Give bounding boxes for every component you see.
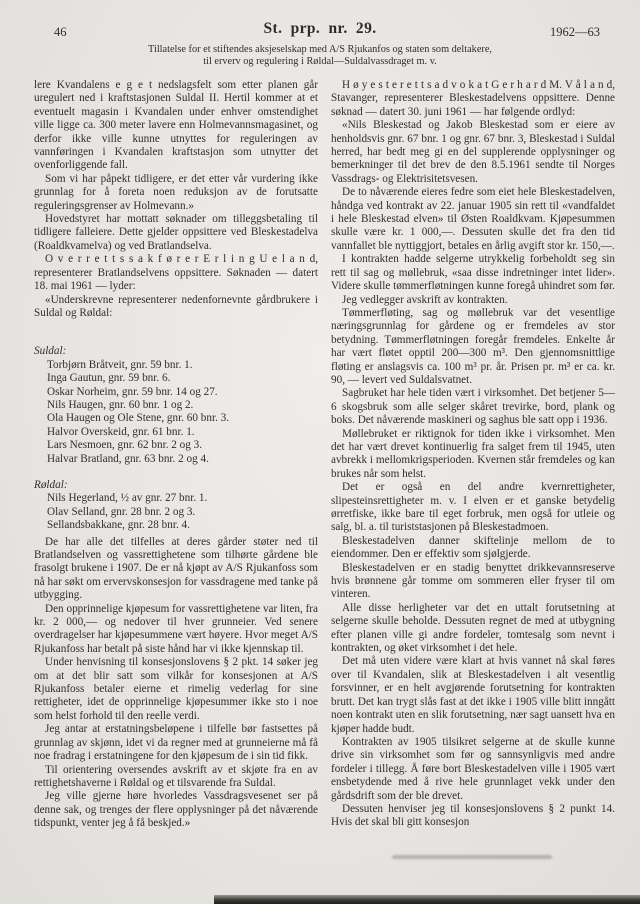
paragraph: Bleskestadelven er en stadig benyttet drikkevannsreserve hvis brønnene går tomme om sommeren eller fryser til om vinteren. xyxy=(331,561,615,601)
subtitle-line-1: Tillatelse for et stiftendes aksjeselskap med A/S Rjukanfos og staten som deltakere, xyxy=(148,44,492,55)
owners-list-roldal xyxy=(34,492,318,532)
paragraph: Sagbruket har hele tiden vært i virksomhet. Det betjener 5—6 skogsbruk som alle selger skåret trevirke, bord, plank og boks. Det nåværende maskineri og saghus ble satt opp i 1936. xyxy=(331,387,615,427)
list-item: Olav Selland, gnr. 28 bnr. 2 og 3. xyxy=(47,505,196,518)
paragraph: Tømmerfløting, sag og møllebruk var det vesentlige næringsgrunnlag for gårdene og er fremdeles av stor betydning. Tømmerfløtningen foregår fremdeles. Enkelte år har vært fløtet opptil 200—300 m³. Den gjennomsnittlige fløting er anslagsvis ca. 100 m³ pr. år. Prisen pr. m³ er ca. kr. 90, — levert ved Suldalsvatnet. xyxy=(331,306,615,386)
paragraph: Hovedstyret har mottatt søknader om tilleggsbetaling til tidligere falleiere. Dette gjelder oppsittere ved Bleskestadelva (Roaldkvamelva) og ved Bratlandselva. xyxy=(34,213,318,252)
left-column xyxy=(34,79,318,831)
list-item: Halvar Bratland, gnr. 63 bnr. 2 og 4. xyxy=(47,452,209,465)
paragraph: De to nåværende eieres fedre som eiet hele Bleskestadelven, håndga ved kontrakt av 22. januar 1905 sin rett til «vandfaldet i hele Bleskestad elven» til Østen Roaldkvam. Kjøpesummen skulle være kr. 1 000,—. Dessuten skulle det fra den tid vannfallet ble nyttiggjort, betales en årlig avgift stor kr. 150,—. xyxy=(331,186,615,252)
paragraph: O v e r r e t t s s a k f ø r e r E r l i n g U e l a n d, representerer Bratlandselvens oppsittere. Søknaden — datert 18. mai 1961 — lyder: xyxy=(34,253,318,293)
paragraph: lere Kvandalens e g e t nedslagsfelt som etter planen går uregulert ned i kraftstasjonen Suldal II. Hertil kommer at et eventuelt magasin i Kvandalen under enhver omstendighet ville ligge ca. 300 meter lavere enn Holmevannsmagasinet, og derfor ikke ville kunne utnyttes for reguleringen av vannføringen i Kvandalen kraftstasjon som utnytter det ovenforliggende fall. xyxy=(34,79,318,172)
owners-list-suldal xyxy=(34,359,318,466)
paragraph: Det er også en del andre kvernrettigheter, slipesteinsrettigheter m. v. I elven er et ganske betydelig ørretfiske, ikke bare til eget forbruk, men også for utleie og salg, bl. a. til turiststasjonen på Bleskestadmoen. xyxy=(331,481,615,534)
paragraph: Jeg vedlegger avskrift av kontrakten. xyxy=(342,293,508,306)
paragraph: Bleskestadelven danner skiftelinje mellom de to eiendommer. Den er effektiv som sjølgjerde. xyxy=(331,534,615,561)
paragraph: De har alle det tilfelles at deres gårder støter ned til Bratlandselven og vassrettighetene som tilhørte gårdene ble frasolgt brukene i 1907. De er nå kjøpt av A/S Rjukanfoss som nå har søkt om ervervskonsesjon for vassdragene med tanke på utbygging. xyxy=(34,535,318,602)
paragraph: Som vi har påpekt tidligere, er det etter vår vurdering ikke grunnlag for å foreta noen reduksjon av de forutsatte reguleringsgrenser av Holmevann.» xyxy=(34,172,318,212)
list-item: Lars Nesmoen, gnr. 62 bnr. 2 og 3. xyxy=(47,439,203,452)
subtitle-line-2: til erverv og regulering i Røldal—Suldalvassdraget m. v. xyxy=(203,56,437,67)
list-item: Nils Haugen, gnr. 60 bnr. 1 og 2. xyxy=(47,398,194,411)
paragraph: Til orientering oversendes avskrift av et skjøte fra en av rettighetshaverne i Røldal og et tilsvarende fra Suldal. xyxy=(34,763,318,789)
list-item: Ola Haugen og Ole Stene, gnr. 60 bnr. 3. xyxy=(47,412,230,425)
list-item: Inga Gautun, gnr. 59 bnr. 6. xyxy=(47,372,171,385)
paragraph: Under henvisning til konsesjonslovens § 2 pkt. 14 søker jeg om at det blir satt som vilkår for konsesjonen at A/S Rjukanfoss betaler eierne et rimelig vederlag for sine rettigheter, idet de opprinnelige kjøpesummer ikke sto i noe som helst forhold til den reelle verdi. xyxy=(34,656,318,722)
paragraph: Jeg ville gjerne høre hvorledes Vassdragsvesenet ser på denne sak, og trenges der flere opplysninger på det nåværende tidspunkt, venter jeg å få beskjed.» xyxy=(34,790,318,830)
paragraph: Den opprinnelige kjøpesum for vassrettighetene var liten, fra kr. 2 000,— og nedover til hver grunneier. Ved senere overdragelser har kjøpesummene vært høyere. Hvor meget A/S Rjukanfoss har betalt på siste hånd har vi ikke kjennskap til. xyxy=(34,602,318,655)
publication-year: 1962—63 xyxy=(550,25,600,39)
paragraph: Møllebruket er riktignok for tiden ikke i virksomhet. Men det har vært drevet kontinuerlig fra salget frem til 1945, uten avbrekk i mellomkrigsperioden. Kvernen står fremdeles og kan brukes når som helst. xyxy=(331,427,615,480)
scan-bottom-edge-artifact xyxy=(214,895,640,904)
list-heading-roldal: Røldal: xyxy=(34,478,68,491)
paragraph: «Nils Bleskestad og Jakob Bleskestad som er eiere av henholdsvis gnr. 67 bnr. 1 og gnr. 67 bnr. 3, Bleskestad i Suldal herred, har bedt meg gi en del supplerende opplysninger og bemerkninger til det brev de den 8.5.1961 sendte til Norges Vassdrags- og Elektrisitetsvesen. xyxy=(331,119,615,185)
text-columns xyxy=(34,79,616,831)
right-column xyxy=(331,79,615,831)
list-item: Torbjørn Bråtveit, gnr. 59 bnr. 1. xyxy=(47,358,193,371)
document-subtitle xyxy=(0,44,640,68)
paragraph: I kontrakten hadde selgerne utrykkelig forbeholdt seg sin rett til sag og møllebruk, «saa disse indretninger intet lider». Videre skulle tømmerfløtningen kunne foregå uhindret som før. xyxy=(331,253,615,293)
list-item: Oskar Norheim, gnr. 59 bnr. 14 og 27. xyxy=(47,385,218,398)
paragraph: Jeg antar at erstatningsbeløpene i tilfelle bør fastsettes på grunnlag av skjønn, idet vi da regner med at grunneierne må få noe fradrag i erstatningene for den kjøpesum de i sin tid fikk. xyxy=(34,723,318,763)
list-heading-suldal: Suldal: xyxy=(34,345,67,358)
paragraph: Kontrakten av 1905 tilsikret selgerne at de skulle kunne drive sin virksomhet som før og sannsynligvis med andre fordeler i tillegg. Å føre bort Bleskestadelven ville i 1905 vært ensbetydende med å rive hele grunnlaget vekk under den gårdsdrift som der ble drevet. xyxy=(331,735,615,802)
list-item: Nils Hegerland, ½ av gnr. 27 bnr. 1. xyxy=(47,492,208,505)
paragraph: Det må uten videre være klart at hvis vannet nå skal føres over til Kvandalen, slik at Bleskestadelven i alt vesentlig forsvinner, er en helt avgjørende forutsetning for kontrakten brutt. Det kan trygt slås fast at det ikke i 1905 ville blitt inngått noen kontrakt uten en slik forutsetning, nær sagt uansett hva en kjøper hadde budt. xyxy=(331,655,615,735)
paragraph: Dessuten henviser jeg til konsesjonslovens § 2 punkt 14. Hvis det skal bli gitt konsesjon xyxy=(331,802,615,829)
paragraph: H ø y e s t e r e t t s a d v o k a t G e r h a r d M. V å l a n d, Stavanger, representerer Bleskestadelvens oppsittere. Denne søknad — datert 30. juni 1961 — har følgende ordlyd: xyxy=(331,79,615,118)
document-title: St. prp. nr. 29. xyxy=(263,20,377,37)
list-item: Sellandsbakkane, gnr. 28 bnr. 4. xyxy=(47,519,190,532)
ink-smudge-artifact xyxy=(392,855,552,859)
page-number: 46 xyxy=(54,25,67,39)
paragraph: Alle disse herligheter var det en uttalt forutsetning at selgerne skulle beholde. Dessuten regnet de med at utbygning efter planen ville gi andre fordeler, tomtesalg som nevnt i kontrakten, og øket virksomhet i det hele. xyxy=(331,601,615,655)
list-item: Halvor Overskeid, gnr. 61 bnr. 1. xyxy=(47,425,195,438)
paragraph: «Underskrevne representerer nedenfornevnte gårdbrukere i Suldal og Røldal: xyxy=(34,293,318,319)
